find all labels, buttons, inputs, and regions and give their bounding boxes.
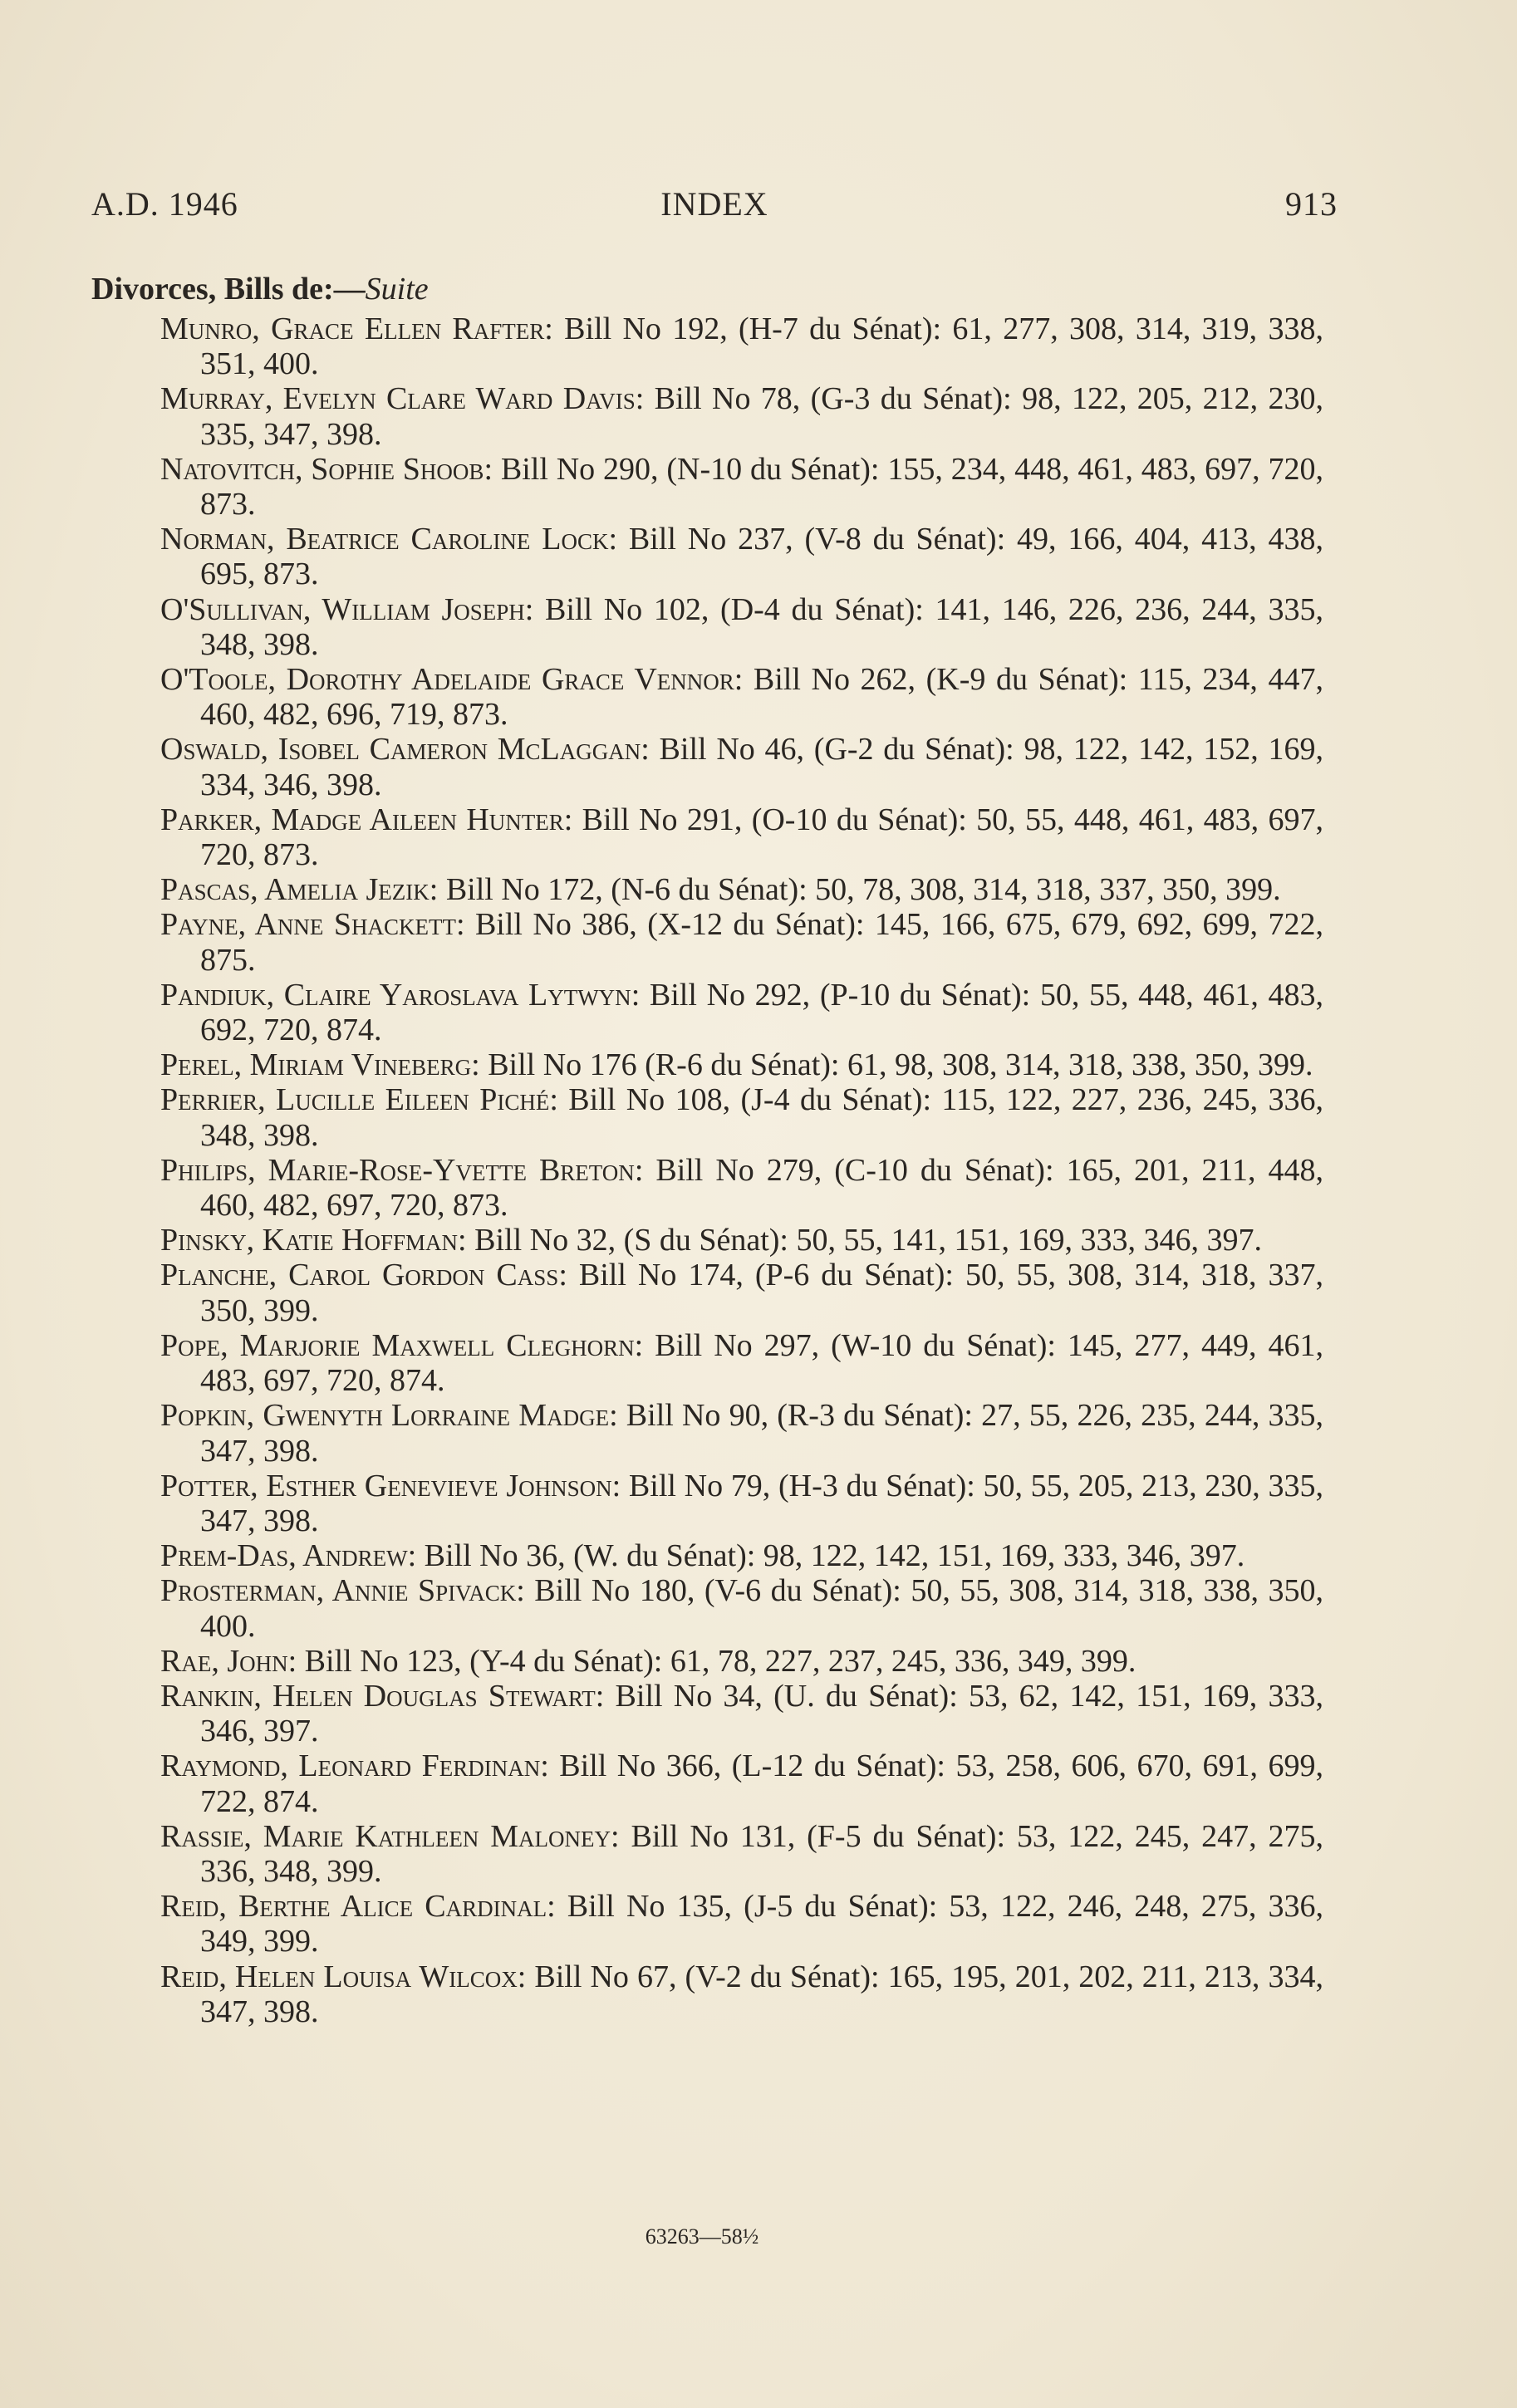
entry-details: : Bill No 291, (O-10 du Sénat): 50, 55, 448, 461, 483, 697, 720, 873. [200, 802, 1323, 873]
entry-details: : Bill No 180, (V-6 du Sénat): 50, 55, 308, 314, 318, 338, 350, 400. [200, 1573, 1324, 1644]
entry-name: Pope, Marjorie Maxwell Cleghorn [160, 1327, 635, 1363]
entry-details: : Bill No 36, (W. du Sénat): 98, 122, 142, 151, 169, 333, 346, 397. [407, 1538, 1245, 1574]
printer-signature: 63263—58½ [645, 2224, 759, 2249]
index-entries [160, 311, 1323, 2029]
entry-name: Raymond, Leonard Ferdinan [160, 1748, 541, 1784]
index-entry [160, 1469, 1323, 1538]
index-entry [160, 978, 1323, 1047]
entry-name: Payne, Anne Shackett [160, 907, 456, 943]
entry-name: Munro, Grace Ellen Rafter [160, 311, 545, 346]
entry-details: : Bill No 292, (P-10 du Sénat): 50, 55, 448, 461, 483, 692, 720, 874. [200, 977, 1323, 1048]
index-entry [160, 732, 1323, 802]
entry-name: Potter, Esther Genevieve Johnson [160, 1468, 612, 1503]
entry-name: Norman, Beatrice Caroline Lock [160, 522, 609, 557]
entry-name: Reid, Berthe Alice Cardinal [160, 1889, 547, 1925]
index-entry [160, 802, 1323, 872]
entry-name: Perel, Miriam Vineberg [160, 1047, 472, 1083]
entry-name: Parker, Madge Aileen Hunter [160, 802, 564, 837]
entry-details: : Bill No 176 (R-6 du Sénat): 61, 98, 308, 314, 318, 338, 350, 399. [471, 1047, 1313, 1083]
page-number: 913 [1285, 185, 1338, 223]
entry-details: : Bill No 131, (F-5 du Sénat): 53, 122, 245, 247, 275, 336, 348, 399. [200, 1818, 1323, 1889]
index-entry [160, 1328, 1323, 1398]
index-entry [160, 592, 1323, 662]
entry-name: Reid, Helen Louisa Wilcox [160, 1959, 518, 1994]
entry-details: : Bill No 108, (J-4 du Sénat): 115, 122, 227, 236, 245, 336, 348, 398. [200, 1082, 1323, 1153]
section-suite: Suite [365, 272, 429, 307]
index-entry [160, 1819, 1323, 1889]
entry-details: : Bill No 78, (G-3 du Sénat): 98, 122, 205, 212, 230, 335, 347, 398. [200, 381, 1323, 452]
entry-name: O'Toole, Dorothy Adelaide Grace Vennor [160, 662, 734, 698]
index-entry [160, 1644, 1323, 1679]
entry-details: : Bill No 172, (N-6 du Sénat): 50, 78, 308, 314, 318, 337, 350, 399. [429, 872, 1281, 908]
index-entry [160, 1047, 1323, 1082]
index-entry [160, 1082, 1323, 1152]
entry-details: : Bill No 102, (D-4 du Sénat): 141, 146, 226, 236, 244, 335, 348, 398. [200, 591, 1323, 662]
entry-name: Murray, Evelyn Clare Ward Davis [160, 381, 636, 417]
index-entry [160, 452, 1323, 522]
entry-details: : Bill No 290, (N-10 du Sénat): 155, 234, 448, 461, 483, 697, 720, 873. [200, 451, 1324, 522]
entry-name: Prosterman, Annie Spivack [160, 1573, 517, 1609]
entry-details: : Bill No 174, (P-6 du Sénat): 50, 55, 308, 314, 318, 337, 350, 399. [200, 1258, 1323, 1328]
index-entry [160, 1258, 1323, 1327]
entry-name: Pandiuk, Claire Yaroslava Lytwyn [160, 977, 631, 1013]
entry-name: Natovitch, Sophie Shoob [160, 451, 484, 487]
entry-details: : Bill No 135, (J-5 du Sénat): 53, 122, 246, 248, 275, 336, 349, 399. [200, 1889, 1323, 1959]
index-entry [160, 907, 1323, 977]
index-entry [160, 1538, 1323, 1573]
header-title: INDEX [660, 185, 768, 223]
entry-name: Popkin, Gwenyth Lorraine Madge [160, 1398, 610, 1434]
entry-name: Pascas, Amelia Jezik [160, 872, 430, 908]
entry-details: : Bill No 192, (H-7 du Sénat): 61, 277, 308, 314, 319, 338, 351, 400. [200, 311, 1323, 382]
index-entry [160, 1679, 1323, 1748]
index-entry [160, 662, 1323, 732]
entry-name: Pinsky, Katie Hoffman [160, 1223, 459, 1258]
entry-details: : Bill No 279, (C-10 du Sénat): 165, 201, 211, 448, 460, 482, 697, 720, 873. [200, 1152, 1324, 1224]
entry-details: : Bill No 34, (U. du Sénat): 53, 62, 142, 151, 169, 333, 346, 397. [200, 1678, 1323, 1749]
section-heading [91, 271, 429, 307]
index-entry [160, 381, 1323, 451]
index-entry [160, 522, 1323, 591]
index-entry [160, 1573, 1323, 1643]
index-entry [160, 1153, 1323, 1223]
entry-details: : Bill No 237, (V-8 du Sénat): 49, 166, 404, 413, 438, 695, 873. [200, 522, 1323, 592]
index-entry [160, 311, 1323, 381]
entry-details: : Bill No 46, (G-2 du Sénat): 98, 122, 142, 152, 169, 334, 346, 398. [200, 732, 1323, 802]
entry-details: : Bill No 262, (K-9 du Sénat): 115, 234, 447, 460, 482, 696, 719, 873. [200, 662, 1323, 733]
entry-details: : Bill No 297, (W-10 du Sénat): 145, 277, 449, 461, 483, 697, 720, 874. [200, 1327, 1323, 1399]
index-entry [160, 872, 1323, 907]
entry-details: : Bill No 67, (V-2 du Sénat): 165, 195, 201, 202, 211, 213, 334, 347, 398. [200, 1959, 1323, 2029]
entry-details: : Bill No 386, (X-12 du Sénat): 145, 166, 675, 679, 692, 699, 722, 875. [200, 907, 1323, 978]
entry-details: : Bill No 90, (R-3 du Sénat): 27, 55, 226, 235, 244, 335, 347, 398. [200, 1398, 1323, 1469]
entry-name: Prem-Das, Andrew [160, 1538, 408, 1574]
entry-name: Planche, Carol Gordon Cass [160, 1258, 559, 1293]
entry-details: : Bill No 32, (S du Sénat): 50, 55, 141, 151, 169, 333, 346, 397. [458, 1223, 1262, 1258]
entry-name: Philips, Marie-Rose-Yvette Breton [160, 1152, 635, 1188]
entry-details: : Bill No 123, (Y-4 du Sénat): 61, 78, 227, 237, 245, 336, 349, 399. [287, 1643, 1137, 1679]
entry-name: Oswald, Isobel Cameron McLaggan [160, 732, 641, 768]
entry-details: : Bill No 366, (L-12 du Sénat): 53, 258, 606, 670, 691, 699, 722, 874. [200, 1748, 1323, 1819]
entry-details: : Bill No 79, (H-3 du Sénat): 50, 55, 205, 213, 230, 335, 347, 398. [200, 1468, 1323, 1538]
index-entry [160, 1959, 1323, 2029]
entry-name: Rassie, Marie Kathleen Maloney [160, 1818, 611, 1854]
page-header [91, 184, 1338, 234]
entry-name: Rae, John [160, 1643, 288, 1679]
index-entry [160, 1398, 1323, 1468]
section-title: Divorces, Bills de:— [91, 272, 366, 307]
index-entry [160, 1748, 1323, 1818]
index-entry [160, 1223, 1323, 1258]
header-year: A.D. 1946 [91, 185, 238, 223]
index-entry [160, 1889, 1323, 1959]
entry-name: O'Sullivan, William Joseph [160, 591, 525, 627]
entry-name: Rankin, Helen Douglas Stewart [160, 1678, 596, 1714]
entry-name: Perrier, Lucille Eileen Piché [160, 1082, 550, 1118]
